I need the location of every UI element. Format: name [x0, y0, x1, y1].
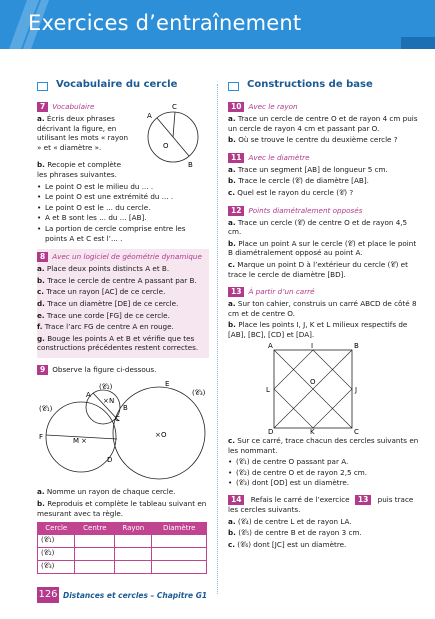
label-n: N	[109, 396, 115, 405]
exercise-reference: 13	[355, 495, 371, 505]
exercise-number: 8	[37, 252, 48, 262]
item-key: d.	[37, 298, 45, 308]
item-key: c.	[37, 287, 44, 297]
square-figure	[228, 342, 420, 434]
page-title: Exercices d’entraînement	[28, 11, 302, 35]
item-key: b.	[228, 176, 236, 186]
label-o: O	[163, 142, 169, 150]
exercise-number: 14	[228, 495, 244, 505]
item-key: a.	[228, 299, 236, 309]
item-key: c.	[228, 259, 235, 269]
cross-n: ×	[103, 396, 109, 405]
column-divider	[217, 84, 218, 594]
exercise-number: 12	[228, 206, 244, 216]
question-a: Nomme un rayon de chaque cercle.	[46, 487, 176, 497]
table-cell: (𝒞₃)	[38, 561, 75, 574]
step-text: Trace une corde [FG] de ce cercle.	[46, 310, 170, 320]
label-a: A	[147, 112, 152, 120]
exercise-13	[228, 287, 420, 488]
item-key: b.	[37, 499, 45, 509]
label-i: I	[311, 341, 314, 350]
item-key: c.	[228, 539, 235, 549]
label-c: C	[172, 103, 177, 111]
table-row	[38, 561, 207, 574]
item-key: c.	[228, 436, 235, 446]
question-a: Trace un segment [AB] de longueur 5 cm.	[237, 164, 388, 174]
table-header: Diamètre	[152, 523, 207, 535]
label-o: O	[161, 430, 167, 439]
exercise-title: Avec le diamètre	[248, 152, 310, 162]
exercise-7	[37, 102, 209, 243]
section-constructions	[228, 80, 420, 94]
item-key: f.	[37, 322, 43, 332]
label-a: A	[268, 341, 273, 350]
table-row	[38, 548, 207, 561]
exercise-intro: Observe la figure ci-dessous.	[52, 365, 157, 375]
header-banner	[0, 0, 435, 49]
item-key: a.	[228, 217, 236, 227]
item-key: e.	[37, 310, 45, 320]
step-text: Trace le cercle de centre A passant par B.	[47, 275, 197, 285]
question-b: Place un point A sur le cercle (𝒞) et place le point B diamétralement opposé au point A.	[228, 238, 417, 258]
cross-o: ×	[155, 430, 161, 439]
exercise-10	[228, 102, 420, 145]
page-number: 126	[37, 587, 59, 603]
item-key: a.	[37, 487, 45, 497]
label-b: B	[123, 403, 128, 412]
question-b: Recopie et complète les phrases suivantes.	[37, 160, 121, 179]
exercise-title: À partir d’un carré	[248, 287, 315, 297]
cross-m: ×	[81, 436, 87, 445]
table-header: Rayon	[115, 523, 152, 535]
exercise-intro: Refais le carré de l’exercice	[250, 495, 350, 505]
item-key: a.	[228, 516, 236, 526]
label-c1: (𝒞₁)	[39, 404, 53, 413]
label-b: B	[354, 341, 359, 350]
item-key: b.	[228, 238, 236, 248]
step-text: (𝒞₄) de centre L et de rayon LA.	[237, 516, 352, 526]
label-b: B	[188, 161, 193, 169]
chapter-label: Distances et cercles – Chapitre G1	[63, 591, 208, 600]
table-header: Cercle	[38, 523, 75, 535]
list-item: • (𝒞₃) dont [OD] est un diamètre.	[228, 478, 420, 488]
item-key: a.	[228, 114, 236, 123]
exercise-number: 7	[37, 102, 48, 112]
table-header: Centre	[75, 523, 115, 535]
exercise-intro-end: puis trace les cercles suivants.	[228, 495, 414, 515]
item-key: a.	[228, 164, 236, 174]
table-cell: (𝒞₂)	[38, 548, 75, 561]
list-item: • (𝒞₁) de centre O passant par A.	[228, 457, 420, 467]
list-item: • La portion de cercle comprise entre les points A et C est l’... .	[37, 224, 209, 243]
label-c: C	[354, 427, 359, 434]
exercise-title: Vocabulaire	[52, 102, 95, 112]
square-icon	[37, 82, 48, 91]
exercise-title: Points diamétralement opposés	[248, 205, 363, 215]
circles-table	[37, 522, 207, 574]
exercise-11	[228, 153, 420, 198]
left-column	[37, 80, 209, 574]
label-c: C	[115, 414, 120, 423]
exercise-number: 9	[37, 365, 48, 375]
item-key: b.	[37, 275, 45, 285]
item-key: c.	[228, 187, 235, 197]
label-j: J	[355, 385, 358, 394]
step-text: (𝒞₆) dont [JC] est un diamètre.	[237, 539, 347, 549]
label-m: M	[73, 436, 80, 445]
label-k: K	[310, 427, 315, 434]
label-o: O	[310, 377, 316, 386]
step-text: Place deux points distincts A et B.	[46, 264, 170, 274]
exercise-14	[228, 495, 420, 549]
exercise-number: 13	[228, 287, 244, 297]
question-b: Place les points I, J, K et L milieux respectifs de [AB], [BC], [CD] et [DA].	[228, 320, 408, 339]
page-footer	[37, 587, 217, 603]
right-column	[228, 80, 420, 551]
exercise-number: 10	[228, 102, 244, 112]
item-key: b.	[228, 135, 236, 145]
item-key: b.	[37, 160, 45, 170]
item-key: g.	[37, 333, 45, 343]
item-key: b.	[228, 528, 236, 538]
step-text: Bouge les points A et B et vérifie que tes constructions précédentes restent correctes.	[37, 333, 199, 353]
item-key: b.	[228, 320, 236, 330]
label-c2: (𝒞₂)	[99, 382, 113, 391]
step-text: (𝒞₅) de centre B et de rayon 3 cm.	[238, 528, 362, 538]
exercise-8	[37, 249, 209, 358]
square-icon	[228, 82, 239, 91]
label-d: D	[268, 427, 274, 434]
step-text: Trace un diamètre [DE] de ce cercle.	[47, 298, 179, 308]
table-row	[38, 535, 207, 548]
question-b: Reproduis et complète le tableau suivant en mesurant avec ta règle.	[37, 499, 207, 518]
question-a: Trace un cercle de centre O et de rayon 4 cm puis un cercle de rayon 4 cm et passant par O.	[228, 114, 418, 133]
banner-corner	[401, 37, 435, 49]
section-vocabulaire	[37, 80, 209, 94]
exercise-title: Avec le rayon	[248, 102, 298, 112]
list-item: • Le point O est le milieu du ... .	[37, 182, 209, 192]
label-a: A	[86, 390, 91, 399]
label-d: D	[107, 455, 113, 464]
list-item: • Le point O est une extrémité du ... .	[37, 192, 209, 202]
step-text: Trace l’arc FG de centre A en rouge.	[44, 322, 174, 332]
exercise-12	[228, 206, 420, 280]
exercise-title: Avec un logiciel de géométrie dynamique	[52, 252, 202, 262]
list-item: • A et B sont les ... du ... [AB].	[37, 213, 209, 223]
label-l: L	[266, 385, 270, 394]
circle-figure	[141, 99, 207, 171]
label-f: F	[39, 432, 44, 441]
item-key: a.	[37, 114, 45, 123]
list-item: • Le point O est le ... du cercle.	[37, 203, 209, 213]
step-text: Trace un rayon [AC] de ce cercle.	[46, 287, 166, 297]
question-b: Où se trouve le centre du deuxième cercle ?	[238, 135, 398, 145]
question-c: Marque un point D à l’extérieur du cercle (𝒞) et trace le cercle de diamètre [BD].	[228, 259, 408, 279]
sentence-list	[37, 182, 209, 244]
section-title: Vocabulaire du cercle	[56, 79, 178, 90]
table-cell: (𝒞₁)	[38, 535, 75, 548]
circle-list	[228, 457, 420, 488]
three-circles-figure	[37, 377, 209, 485]
list-item: • (𝒞₂) de centre O et de rayon 2,5 cm.	[228, 468, 420, 478]
question-b: Trace le cercle (𝒞) de diamètre [AB].	[238, 176, 369, 186]
question-a: Écris deux phrases décrivant la figure, en utilisant les mots « rayon » et « diamètre ».	[37, 114, 129, 152]
question-a: Trace un cercle (𝒞) de centre O et de rayon 4,5 cm.	[228, 217, 408, 237]
section-title: Constructions de base	[247, 79, 373, 90]
item-key: a.	[37, 264, 45, 274]
label-c3: (𝒞₃)	[192, 388, 206, 397]
exercise-9	[37, 365, 209, 574]
label-e: E	[165, 379, 170, 388]
question-c: Quel est le rayon du cercle (𝒞) ?	[237, 187, 354, 197]
question-c: Sur ce carré, trace chacun des cercles suivants en les nommant.	[228, 436, 419, 455]
exercise-number: 11	[228, 153, 244, 163]
question-a: Sur ton cahier, construis un carré ABCD de côté 8 cm et de centre O.	[228, 299, 417, 318]
